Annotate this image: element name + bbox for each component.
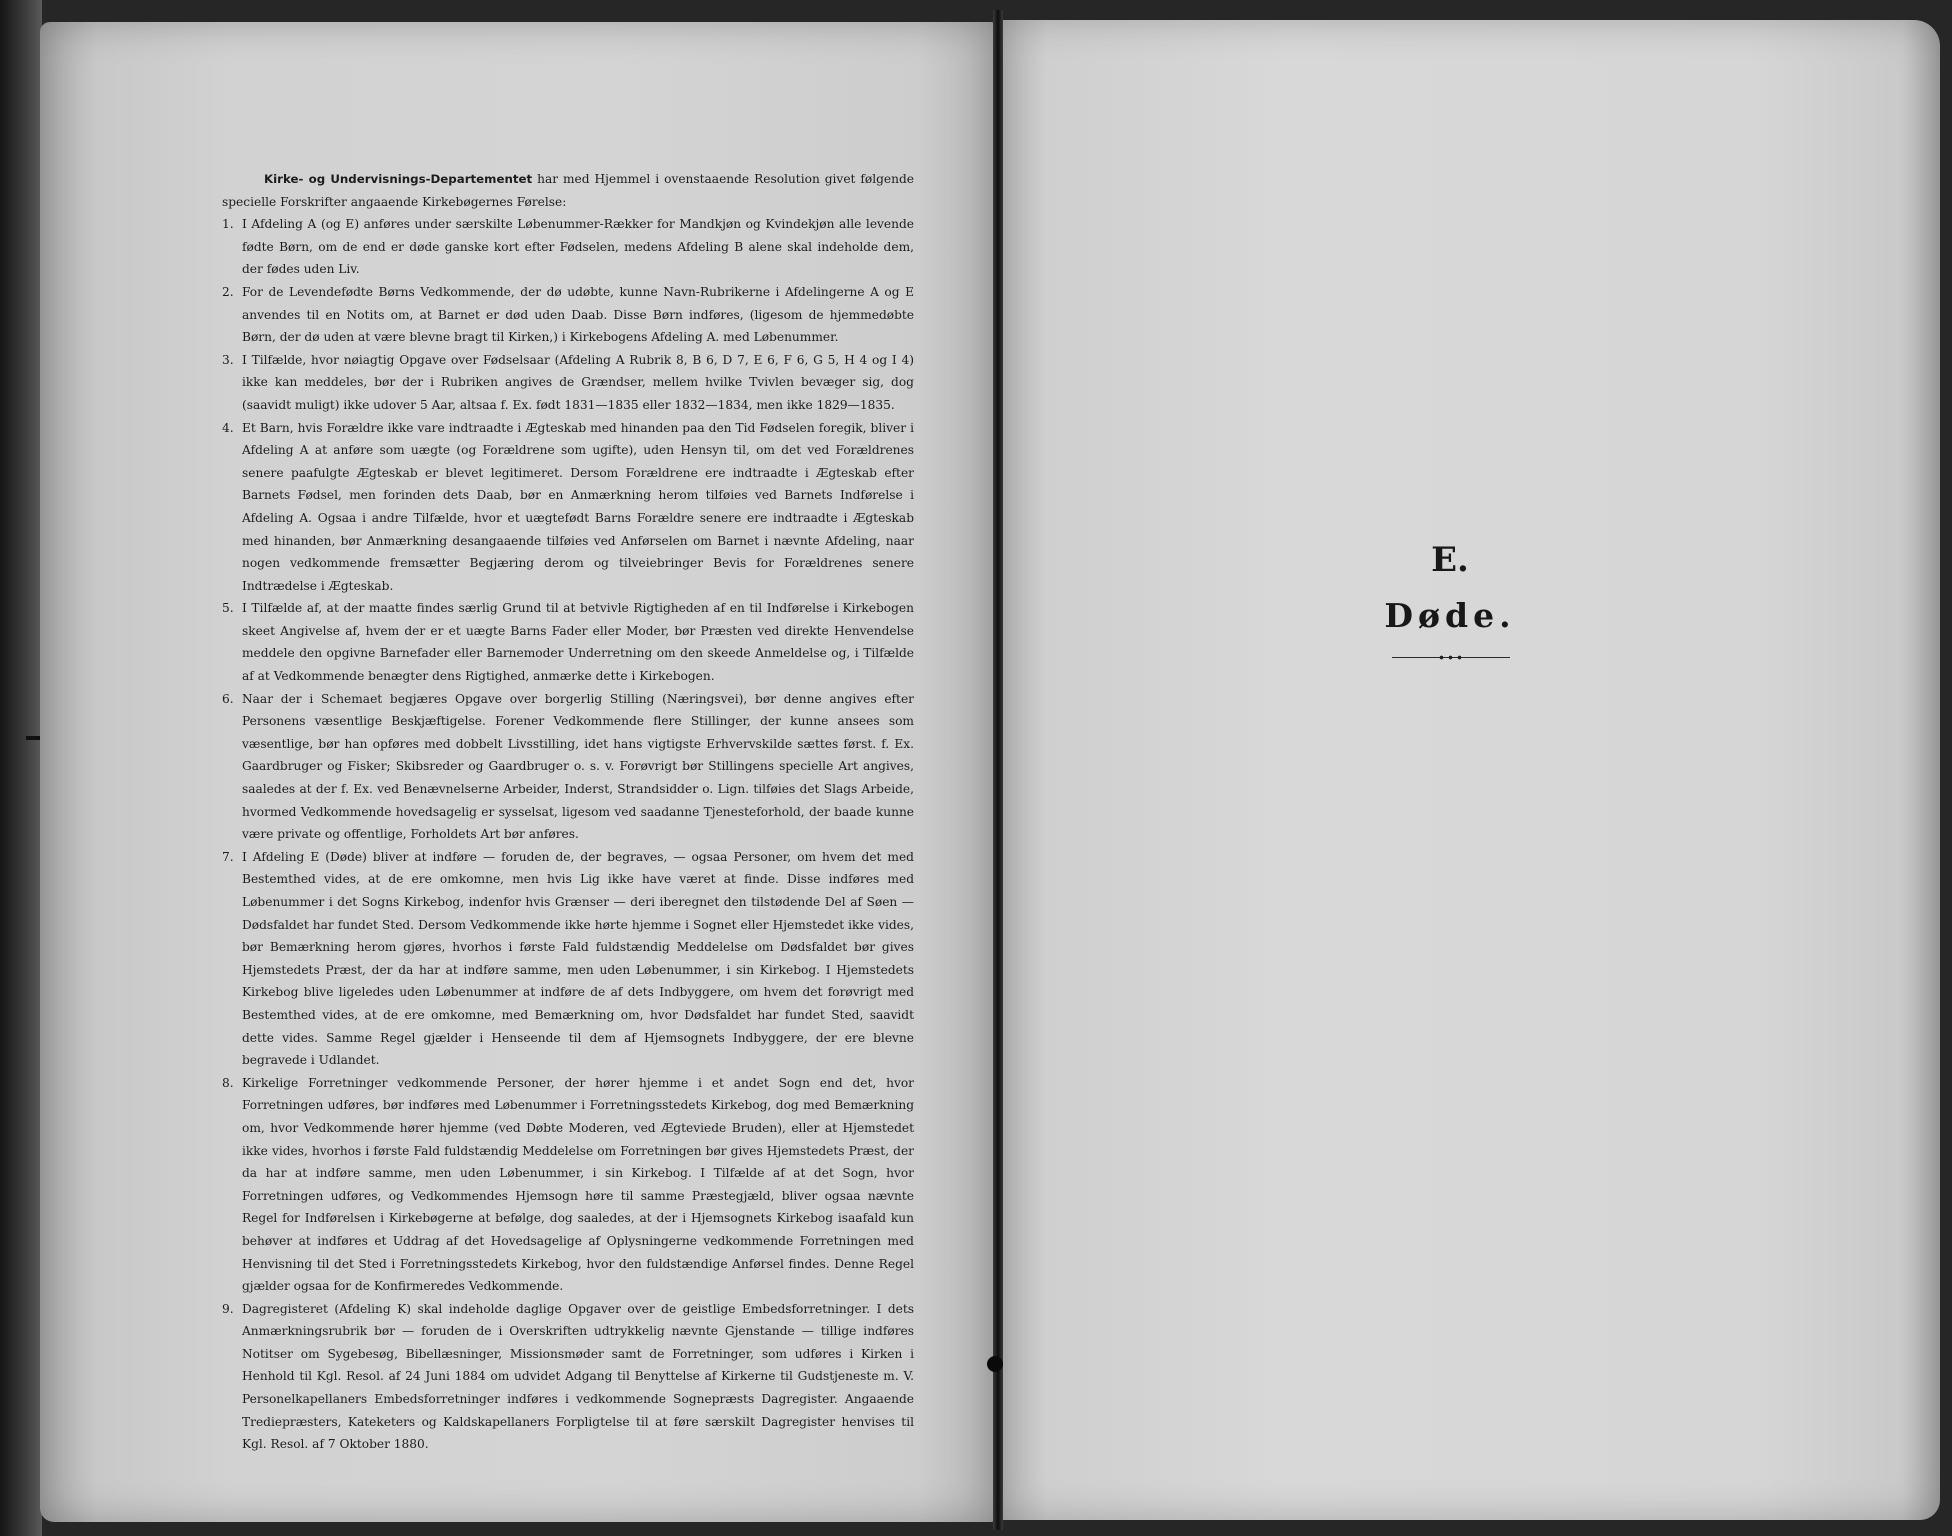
intro-department: Kirke- og Undervisnings-Departementet [264, 172, 533, 186]
rule-item [222, 1072, 914, 1298]
rule-item [222, 417, 914, 598]
rule-text: I Tilfælde af, at der maatte findes særlig Grund til at betvivle Rigtigheden af en til Indførelse i Kirkebogen skeet Angivelse af, hvem der er et uægte Barns Fader eller Moder, bør Præsten ved direkte Henvendelse meddele den opgivne Barnefader eller Barnemoder Underretning om den skeede Anmeldelse og, i Tilfælde af at Vedkommende benægter dens Rigtighed, anmærke dette i Kirkebogen. [242, 601, 914, 684]
regulations-text [222, 168, 914, 1456]
rule-item [222, 597, 914, 687]
rule-item [222, 349, 914, 417]
rule-number: 1. [222, 217, 234, 232]
rule-number: 4. [222, 420, 234, 435]
rule-text: I Afdeling A (og E) anføres under særskilte Løbenummer-Rækker for Mandkjøn og Kvindekjøn alle levende fødte Børn, om de end er døde ganske kort efter Fødselen, medens Afdeling B alene skal indeholde dem, der fødes uden Liv. [242, 217, 914, 277]
book-edge [0, 0, 42, 1536]
rule-item [222, 281, 914, 349]
book-gutter [993, 10, 1003, 1530]
section-letter: E. [1431, 540, 1469, 580]
rule-item [222, 1298, 914, 1456]
binding-hole [987, 1356, 1003, 1372]
ornament-rule [1392, 656, 1510, 660]
rule-number: 3. [222, 352, 234, 367]
intro-text: har med Hjemmel i ovenstaaende Resolution givet følgende specielle Forskrifter angaaende Kirkebøgernes Førelse: [222, 172, 914, 209]
rule-item [222, 846, 914, 1072]
rule-number: 5. [222, 601, 234, 616]
rule-text: Naar der i Schemaet begjæres Opgave over borgerlig Stilling (Næringsvei), bør denne angives efter Personens væsentlige Beskjæftigelse. Forener Vedkommende flere Stillinger, der kunne ansees som væsentlige, bør han opføres med dobbelt Livsstilling, idet hans vigtigste Erhvervskilde sættes først. f. Ex. Gaardbruger og Fisker; Skibsreder og Gaardbruger o. s. v. Forøvrigt bør Stillingens specielle Art angives, saaledes at der f. Ex. ved Benævnelserne Arbeider, Inderst, Strandsidder o. Lign. tilføies det Slags Arbeide, hvormed Vedkommende hovedsagelig er sysselsat, ligesom ved saadanne Tjenesteforhold, der baade kunne være private og offentlige, Forholdets Art bør anføres. [242, 691, 914, 842]
right-page [1000, 20, 1940, 1520]
rule-number: 8. [222, 1075, 234, 1090]
rule-text: Kirkelige Forretninger vedkommende Personer, der hører hjemme i et andet Sogn end det, hvor Forretningen udføres, bør indføres med Løbenummer i Forretningsstedets Kirkebog, dog med Bemærkning om, hvor Vedkommende hører hjemme (ved Døbte Moderen, ved Ægteviede Bruden), eller at Hjemstedet ikke vides, hvorhos i første Fald fuldstændig Meddelelse om Forretningen bør gives Hjemstedets Præst, der da har at indføre samme, men uden Løbenummer, i sin Kirkebog. I Tilfælde af at det Sogn, hvor Forretningen udføres, og Vedkommendes Hjemsogn høre til samme Præstegjæld, bliver ogsaa nævnte Regel for Indførelsen i Kirkebøgerne at befølge, dog saaledes, at der i Hjemsognets Kirkebog isaafald kun behøver at indføres et Uddrag af det Hovedsagelige af Oplysningerne vedkommende Forretningen med Henvisning til det Sted i Forretningsstedets Kirkebog, hvor den fuldstændige Anførsel findes. Denne Regel gjælder ogsaa for de Konfirmeredes Vedkommende. [242, 1075, 914, 1294]
rule-item [222, 213, 914, 281]
rule-text: Et Barn, hvis Forældre ikke vare indtraadte i Ægteskab med hinanden paa den Tid Fødselen foregik, bliver i Afdeling A at anføre som uægte (og Forældrene som ugifte), uden Hensyn til, om det ved Forældrenes senere paafulgte Ægteskab er blevet legitimeret. Dersom Forældrene ere indtraadte i Ægteskab efter Barnets Fødsel, men forinden dets Daab, bør en Anmærkning herom tilføies ved Barnets Indførelse i Afdeling A. Ogsaa i andre Tilfælde, hvor et uægtefødt Barns Forældre senere ere indtraadte i Ægteskab med hinanden, bør Anmærkning desangaaende tilføies ved Anførselen om Barnet i nævnte Afdeling, naar nogen vedkommende fremsætter Begjæring derom og tilveiebringer Bevis for Forældrenes senere Indtrædelse i Ægteskab. [242, 420, 914, 593]
ornament-dots [1437, 654, 1465, 661]
rule-number: 7. [222, 849, 234, 864]
rule-item [222, 688, 914, 846]
rule-number: 9. [222, 1301, 234, 1316]
rule-text: I Afdeling E (Døde) bliver at indføre — foruden de, der begraves, — ogsaa Personer, om hvem det med Bestemthed vides, at de ere omkomne, men hvis Lig ikke have været at finde. Disse indføres med Løbenummer i det Sogns Kirkebog, indenfor hvis Grænser — deri iberegnet den tilstødende Del af Søen — Dødsfaldet har fundet Sted. Dersom Vedkommende ikke hørte hjemme i Sognet eller Hjemstedet ikke vides, bør Bemærkning herom gjøres, hvorhos i første Fald fuldstændig Meddelelse om Dødsfaldet bør gives Hjemstedets Præst, der da har at indføre samme, men uden Løbenummer, i sin Kirkebog. I Hjemstedets Kirkebog blive ligeledes uden Løbenummer at indføre de af dets Indbyggere, om hvem det forøvrigt med Bestemthed vides, at de ere omkomne, med Bemærkning om, hvor Dødsfaldet har fundet Sted, saavidt dette vides. Samme Regel gjælder i Henseende til dem af Hjemsognets Indbyggere, der ere blevne begravede i Udlandet. [242, 849, 914, 1068]
intro-paragraph [222, 168, 914, 213]
section-title: Døde. [1384, 596, 1516, 635]
rule-number: 2. [222, 284, 234, 299]
rule-text: For de Levendefødte Børns Vedkommende, der dø udøbte, kunne Navn-Rubrikerne i Afdelingerne A og E anvendes til en Notits om, at Barnet er død uden Daab. Disse Børn indføres, (ligesom de hjemmedøbte Børn, der dø uden at være blevne bragt til Kirken,) i Kirkebogens Afdeling A. med Løbenummer. [242, 284, 914, 345]
faint-pencil-mark [350, 1400, 420, 1423]
rule-text: Dagregisteret (Afdeling K) skal indeholde daglige Opgaver over de geistlige Embedsforretninger. I dets Anmærkningsrubrik bør — foruden de i Overskriften udtrykkelig nævnte Gjenstande — tillige indføres Notitser om Sygebesøg, Bibellæsninger, Missionsmøder samt de Forretninger, som udføres i Kirken i Henhold til Kgl. Resol. af 24 Juni 1884 om udvidet Adgang til Benyttelse af Kirkerne til Gudstjeneste m. V. Personelkapellaners Embedsforretninger indføres i vedkommende Sognepræsts Dagregister. Angaaende Trediepræsters, Kateketers og Kaldskapellaners Forpligtelse til at føre særskilt Dagregister henvises til Kgl. Resol. af 7 Oktober 1880. [242, 1301, 914, 1452]
rule-text: I Tilfælde, hvor nøiagtig Opgave over Fødselsaar (Afdeling A Rubrik 8, B 6, D 7, E 6, F 6, G 5, H 4 og I 4) ikke kan meddeles, bør der i Rubriken angives de Grændser, mellem hvilke Tvivlen bevæger sig, dog (saavidt muligt) ikke udover 5 Aar, altsaa f. Ex. født 1831—1835 eller 1832—1834, men ikke 1829—1835. [242, 352, 914, 412]
rule-number: 6. [222, 691, 234, 706]
